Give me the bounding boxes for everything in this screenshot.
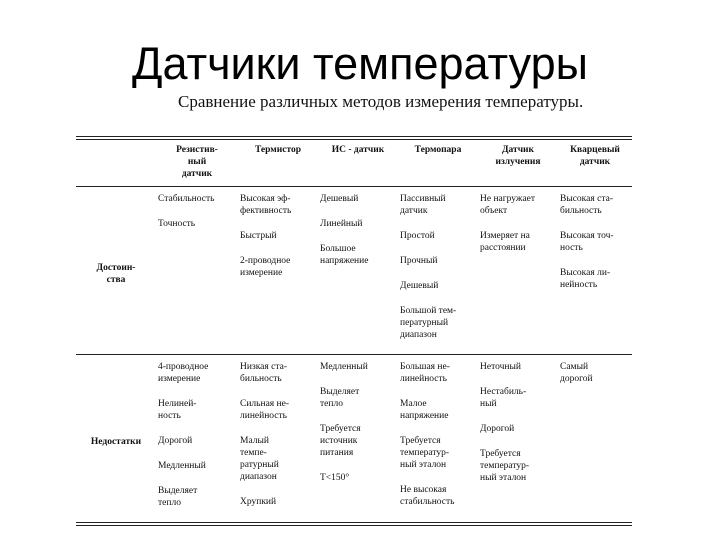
cell-item: Высокая эф- фективность bbox=[240, 194, 292, 216]
cell-item: Неточный bbox=[480, 362, 521, 372]
row-label-text: Недостатки bbox=[90, 436, 142, 447]
table-cell bbox=[156, 355, 238, 523]
comparison-table bbox=[76, 140, 632, 522]
cell-item: Линейный bbox=[320, 219, 363, 229]
table-cell bbox=[398, 355, 478, 523]
cell-item: Большое напряжение bbox=[320, 244, 369, 266]
cell-item: Требуется температур- ный эталон bbox=[480, 449, 530, 483]
header-thermocouple: Термопара bbox=[414, 145, 462, 155]
cell-item: Большой тем- пературный диапазон bbox=[400, 306, 457, 340]
header-thermistor: Термистор bbox=[254, 145, 302, 155]
cell-item: Точность bbox=[158, 219, 196, 229]
cell-item: Нестабиль- ный bbox=[480, 387, 527, 409]
comparison-table-container bbox=[76, 136, 632, 526]
row-label bbox=[76, 355, 156, 523]
table-caption: Сравнение различных методов измерения температуры. bbox=[178, 92, 584, 111]
table-cell bbox=[238, 187, 318, 355]
cell-item: Нелиней- ность bbox=[158, 399, 197, 421]
cell-item: Требуется источник питания bbox=[320, 424, 361, 458]
row-advantages bbox=[76, 187, 632, 355]
cell-item: Простой bbox=[400, 231, 435, 241]
cell-item: Выделяет тепло bbox=[320, 387, 360, 409]
cell-item: T<150° bbox=[320, 473, 350, 483]
cell-item: 2-проводное измерение bbox=[240, 256, 291, 278]
cell-item: Пассивный датчик bbox=[400, 194, 446, 216]
row-label bbox=[76, 187, 156, 355]
table-cell bbox=[558, 355, 632, 523]
row-label-text: Достоин- ства bbox=[96, 262, 136, 285]
bottom-double-rule bbox=[76, 522, 632, 526]
cell-item: Высокая ли- нейность bbox=[560, 268, 611, 290]
cell-item: Высокая ста- бильность bbox=[560, 194, 613, 216]
cell-item: Измеряет на расстоянии bbox=[480, 231, 530, 253]
cell-item: Медленный bbox=[320, 362, 368, 372]
table-header bbox=[76, 140, 632, 187]
cell-item: Дешевый bbox=[320, 194, 359, 204]
cell-item: Не нагружает объект bbox=[480, 194, 536, 216]
table-body bbox=[76, 187, 632, 523]
cell-item: Малое напряжение bbox=[400, 399, 449, 421]
slide-title: Датчики температуры bbox=[131, 38, 589, 89]
cell-item: Дешевый bbox=[400, 281, 439, 291]
header-resistive-sensor: Резистив- ный датчик bbox=[176, 145, 218, 179]
cell-item: Медленный bbox=[158, 461, 206, 471]
table-cell bbox=[558, 187, 632, 355]
cell-item: Быстрый bbox=[240, 231, 277, 241]
header-ic-sensor: ИС - датчик bbox=[331, 145, 385, 155]
table-cell bbox=[478, 355, 558, 523]
cell-item: Не высокая стабильность bbox=[400, 485, 455, 507]
cell-item: Самый дорогой bbox=[560, 362, 593, 384]
cell-item: Стабильность bbox=[158, 194, 215, 204]
table-cell bbox=[478, 187, 558, 355]
cell-item: 4-проводное измерение bbox=[158, 362, 209, 384]
row-disadvantages bbox=[76, 355, 632, 523]
cell-item: Дорогой bbox=[158, 436, 193, 446]
table-cell bbox=[238, 355, 318, 523]
table-cell bbox=[318, 355, 398, 523]
cell-item: Дорогой bbox=[480, 424, 515, 434]
cell-item: Малый темпе- ратурный диапазон bbox=[240, 436, 279, 482]
cell-item: Низкая ста- бильность bbox=[240, 362, 287, 384]
header-radiation-sensor: Датчик излучения bbox=[495, 145, 541, 167]
cell-item: Выделяет тепло bbox=[158, 486, 198, 508]
table-cell bbox=[398, 187, 478, 355]
cell-item: Хрупкий bbox=[240, 497, 277, 507]
cell-item: Прочный bbox=[400, 256, 438, 266]
header-empty bbox=[76, 140, 156, 187]
cell-item: Требуется температур- ный эталон bbox=[400, 436, 450, 470]
cell-item: Большая не- линейность bbox=[400, 362, 450, 384]
table-cell bbox=[318, 187, 398, 355]
cell-item: Сильная не- линейность bbox=[240, 399, 290, 421]
table-cell bbox=[156, 187, 238, 355]
cell-item: Высокая точ- ность bbox=[560, 231, 614, 253]
header-quartz-sensor: Кварцевый датчик bbox=[570, 145, 620, 167]
